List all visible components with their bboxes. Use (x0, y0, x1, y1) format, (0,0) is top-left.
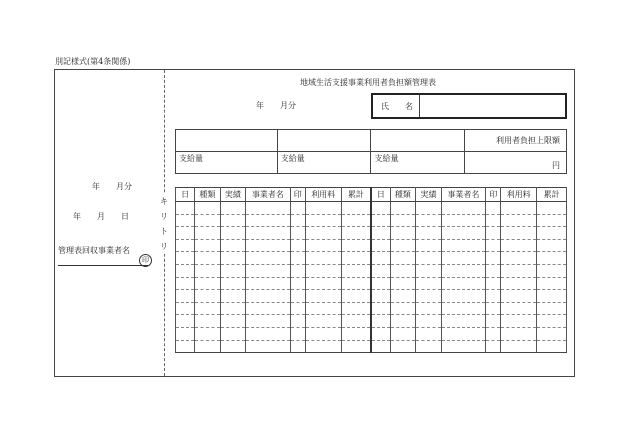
table-cell[interactable] (416, 327, 442, 340)
table-cell[interactable] (176, 202, 195, 215)
table-cell[interactable] (537, 252, 567, 265)
table-cell[interactable] (176, 327, 195, 340)
table-cell[interactable] (246, 315, 291, 328)
table-cell[interactable] (371, 214, 390, 227)
table-row (176, 239, 567, 252)
table-cell[interactable] (195, 290, 221, 303)
table-cell[interactable] (195, 214, 221, 227)
table-cell[interactable] (305, 302, 341, 315)
table-cell[interactable] (290, 214, 305, 227)
table-cell[interactable] (341, 214, 371, 227)
seal-mark: 印 (139, 254, 152, 267)
table-cell[interactable] (176, 315, 195, 328)
table-cell[interactable] (390, 340, 416, 353)
table-cell[interactable] (341, 202, 371, 215)
table-cell[interactable] (290, 227, 305, 240)
table-cell[interactable] (416, 315, 442, 328)
table-cell[interactable] (501, 202, 537, 215)
column-header: 累計 (537, 188, 567, 202)
table-cell[interactable] (371, 227, 390, 240)
table-cell[interactable] (195, 277, 221, 290)
table-cell[interactable] (486, 302, 501, 315)
table-cell[interactable] (390, 277, 416, 290)
table-cell[interactable] (416, 277, 442, 290)
table-cell[interactable] (246, 202, 291, 215)
table-cell[interactable] (441, 340, 486, 353)
table-cell[interactable] (290, 239, 305, 252)
table-cell[interactable] (305, 264, 341, 277)
table-row (176, 290, 567, 303)
table-cell[interactable] (220, 264, 246, 277)
table-cell[interactable] (220, 252, 246, 265)
table-cell[interactable] (341, 227, 371, 240)
table-cell[interactable] (501, 214, 537, 227)
table-cell[interactable] (290, 202, 305, 215)
table-cell[interactable] (195, 302, 221, 315)
table-cell[interactable] (220, 202, 246, 215)
table-cell[interactable] (371, 327, 390, 340)
table-cell[interactable] (537, 214, 567, 227)
table-cell[interactable] (246, 264, 291, 277)
supply-label: 支給量 (277, 152, 371, 174)
table-row (176, 202, 567, 215)
form-title: 地域生活支援事業利用者負担額管理表 (300, 78, 436, 87)
table-cell[interactable] (486, 227, 501, 240)
table-cell[interactable] (537, 340, 567, 353)
table-cell[interactable] (341, 277, 371, 290)
table-cell[interactable] (501, 239, 537, 252)
info-cell (277, 130, 371, 152)
table-cell[interactable] (195, 227, 221, 240)
table-row (176, 277, 567, 290)
column-header: 利用料 (501, 188, 537, 202)
table-cell[interactable] (501, 315, 537, 328)
table-cell[interactable] (537, 315, 567, 328)
column-header: 日 (371, 188, 390, 202)
table-cell[interactable] (441, 327, 486, 340)
table-cell[interactable] (176, 264, 195, 277)
table-cell[interactable] (441, 290, 486, 303)
table-row (176, 315, 567, 328)
month-label: 年 月分 (256, 101, 296, 110)
table-cell[interactable] (390, 290, 416, 303)
table-cell[interactable] (195, 327, 221, 340)
table-cell[interactable] (246, 252, 291, 265)
column-header: 種類 (195, 188, 221, 202)
table-cell[interactable] (341, 264, 371, 277)
table-cell[interactable] (486, 340, 501, 353)
table-cell[interactable] (290, 290, 305, 303)
table-cell[interactable] (501, 327, 537, 340)
table-cell[interactable] (341, 290, 371, 303)
table-cell[interactable] (371, 290, 390, 303)
table-cell[interactable] (537, 227, 567, 240)
table-cell[interactable] (537, 277, 567, 290)
column-header: 種類 (390, 188, 416, 202)
table-cell[interactable] (176, 302, 195, 315)
column-header: 実績 (220, 188, 246, 202)
name-label: 氏 名 (381, 102, 413, 111)
usage-table (175, 187, 567, 353)
table-cell[interactable] (501, 227, 537, 240)
table-cell[interactable] (371, 302, 390, 315)
table-cell[interactable] (501, 252, 537, 265)
table-cell[interactable] (537, 264, 567, 277)
table-cell[interactable] (290, 302, 305, 315)
cut-label: キ リ ト リ (158, 194, 170, 254)
table-cell[interactable] (305, 227, 341, 240)
table-cell[interactable] (176, 252, 195, 265)
table-cell[interactable] (390, 202, 416, 215)
table-cell[interactable] (416, 227, 442, 240)
table-cell[interactable] (341, 239, 371, 252)
table-cell[interactable] (220, 315, 246, 328)
table-cell[interactable] (246, 277, 291, 290)
table-cell[interactable] (441, 239, 486, 252)
table-row (176, 227, 567, 240)
table-cell[interactable] (501, 302, 537, 315)
table-cell[interactable] (486, 315, 501, 328)
table-cell[interactable] (246, 327, 291, 340)
column-header: 事業者名 (441, 188, 486, 202)
column-header: 事業者名 (246, 188, 291, 202)
table-cell[interactable] (537, 302, 567, 315)
table-row (176, 214, 567, 227)
table-cell[interactable] (390, 327, 416, 340)
table-cell[interactable] (220, 277, 246, 290)
info-cell (176, 130, 278, 152)
table-cell[interactable] (341, 302, 371, 315)
table-cell[interactable] (220, 239, 246, 252)
table-cell[interactable] (305, 340, 341, 353)
table-cell[interactable] (341, 327, 371, 340)
table-cell[interactable] (441, 302, 486, 315)
table-cell[interactable] (220, 327, 246, 340)
table-cell[interactable] (195, 239, 221, 252)
table-cell[interactable] (246, 214, 291, 227)
table-cell[interactable] (416, 264, 442, 277)
table-cell[interactable] (390, 264, 416, 277)
info-table (175, 129, 567, 174)
table-cell[interactable] (416, 214, 442, 227)
column-header: 印 (290, 188, 305, 202)
column-header: 実績 (416, 188, 442, 202)
table-cell[interactable] (176, 290, 195, 303)
table-cell[interactable] (441, 202, 486, 215)
table-cell[interactable] (486, 252, 501, 265)
table-row (176, 302, 567, 315)
column-header: 印 (486, 188, 501, 202)
table-cell[interactable] (195, 264, 221, 277)
table-cell[interactable] (290, 340, 305, 353)
table-row (176, 327, 567, 340)
table-cell[interactable] (220, 290, 246, 303)
table-cell[interactable] (416, 340, 442, 353)
name-box (371, 93, 567, 119)
table-cell[interactable] (290, 315, 305, 328)
table-cell[interactable] (537, 202, 567, 215)
table-cell[interactable] (501, 340, 537, 353)
column-header: 日 (176, 188, 195, 202)
table-cell[interactable] (305, 315, 341, 328)
table-cell[interactable] (486, 277, 501, 290)
table-cell[interactable] (176, 340, 195, 353)
table-cell[interactable] (441, 227, 486, 240)
table-cell[interactable] (371, 202, 390, 215)
table-cell[interactable] (341, 340, 371, 353)
table-cell[interactable] (501, 290, 537, 303)
column-header: 利用料 (305, 188, 341, 202)
table-cell[interactable] (486, 264, 501, 277)
table-cell[interactable] (341, 315, 371, 328)
table-cell[interactable] (176, 277, 195, 290)
table-cell[interactable] (371, 340, 390, 353)
table-cell[interactable] (371, 277, 390, 290)
table-cell[interactable] (290, 252, 305, 265)
table-cell[interactable] (441, 264, 486, 277)
table-cell[interactable] (176, 227, 195, 240)
table-cell[interactable] (220, 302, 246, 315)
table-cell[interactable] (390, 252, 416, 265)
table-cell[interactable] (246, 340, 291, 353)
info-cell (371, 130, 465, 152)
supply-label: 支給量 (176, 152, 278, 174)
table-cell[interactable] (486, 239, 501, 252)
table-cell[interactable] (371, 315, 390, 328)
table-cell[interactable] (246, 239, 291, 252)
table-cell[interactable] (390, 227, 416, 240)
stub-manager-label: 管理表回収事業者名 (58, 246, 130, 255)
table-cell[interactable] (290, 264, 305, 277)
table-cell[interactable] (537, 327, 567, 340)
table-cell[interactable] (220, 227, 246, 240)
table-cell[interactable] (246, 290, 291, 303)
table-cell[interactable] (486, 290, 501, 303)
table-cell[interactable] (486, 202, 501, 215)
table-cell[interactable] (195, 252, 221, 265)
table-cell[interactable] (441, 277, 486, 290)
table-cell[interactable] (305, 290, 341, 303)
table-cell[interactable] (390, 315, 416, 328)
table-cell[interactable] (537, 239, 567, 252)
table-cell[interactable] (501, 277, 537, 290)
table-cell[interactable] (371, 264, 390, 277)
table-cell[interactable] (441, 315, 486, 328)
table-row (176, 252, 567, 265)
table-cell[interactable] (341, 252, 371, 265)
table-cell[interactable] (441, 214, 486, 227)
form-caption: 別記様式(第4条関係) (55, 57, 131, 66)
table-cell[interactable] (371, 239, 390, 252)
table-cell[interactable] (305, 327, 341, 340)
table-cell[interactable] (195, 315, 221, 328)
column-header: 累計 (341, 188, 371, 202)
table-cell[interactable] (176, 239, 195, 252)
table-cell[interactable] (246, 302, 291, 315)
table-cell[interactable] (416, 302, 442, 315)
table-row (176, 264, 567, 277)
table-cell[interactable] (176, 214, 195, 227)
table-row (176, 340, 567, 353)
stub-signature-line (58, 265, 148, 266)
table-cell[interactable] (290, 327, 305, 340)
table-cell[interactable] (416, 239, 442, 252)
yen-label: 円 (465, 152, 567, 174)
cap-label: 利用者負担上限額 (465, 130, 567, 152)
table-cell[interactable] (290, 277, 305, 290)
table-cell[interactable] (501, 264, 537, 277)
table-cell[interactable] (305, 277, 341, 290)
table-cell[interactable] (390, 302, 416, 315)
table-cell[interactable] (195, 340, 221, 353)
table-cell[interactable] (246, 227, 291, 240)
table-cell[interactable] (416, 202, 442, 215)
table-cell[interactable] (416, 290, 442, 303)
table-cell[interactable] (305, 202, 341, 215)
stub-date-label: 年 月 日 (73, 212, 129, 221)
table-cell[interactable] (220, 214, 246, 227)
table-cell[interactable] (305, 214, 341, 227)
table-cell[interactable] (537, 290, 567, 303)
supply-label: 支給量 (371, 152, 465, 174)
table-cell[interactable] (195, 202, 221, 215)
stub-month-label: 年 月分 (92, 182, 132, 191)
table-cell[interactable] (390, 214, 416, 227)
table-cell[interactable] (486, 327, 501, 340)
table-cell[interactable] (305, 239, 341, 252)
table-cell[interactable] (305, 252, 341, 265)
table-cell[interactable] (416, 252, 442, 265)
table-cell[interactable] (486, 214, 501, 227)
table-cell[interactable] (220, 340, 246, 353)
table-cell[interactable] (371, 252, 390, 265)
table-cell[interactable] (441, 252, 486, 265)
table-cell[interactable] (390, 239, 416, 252)
